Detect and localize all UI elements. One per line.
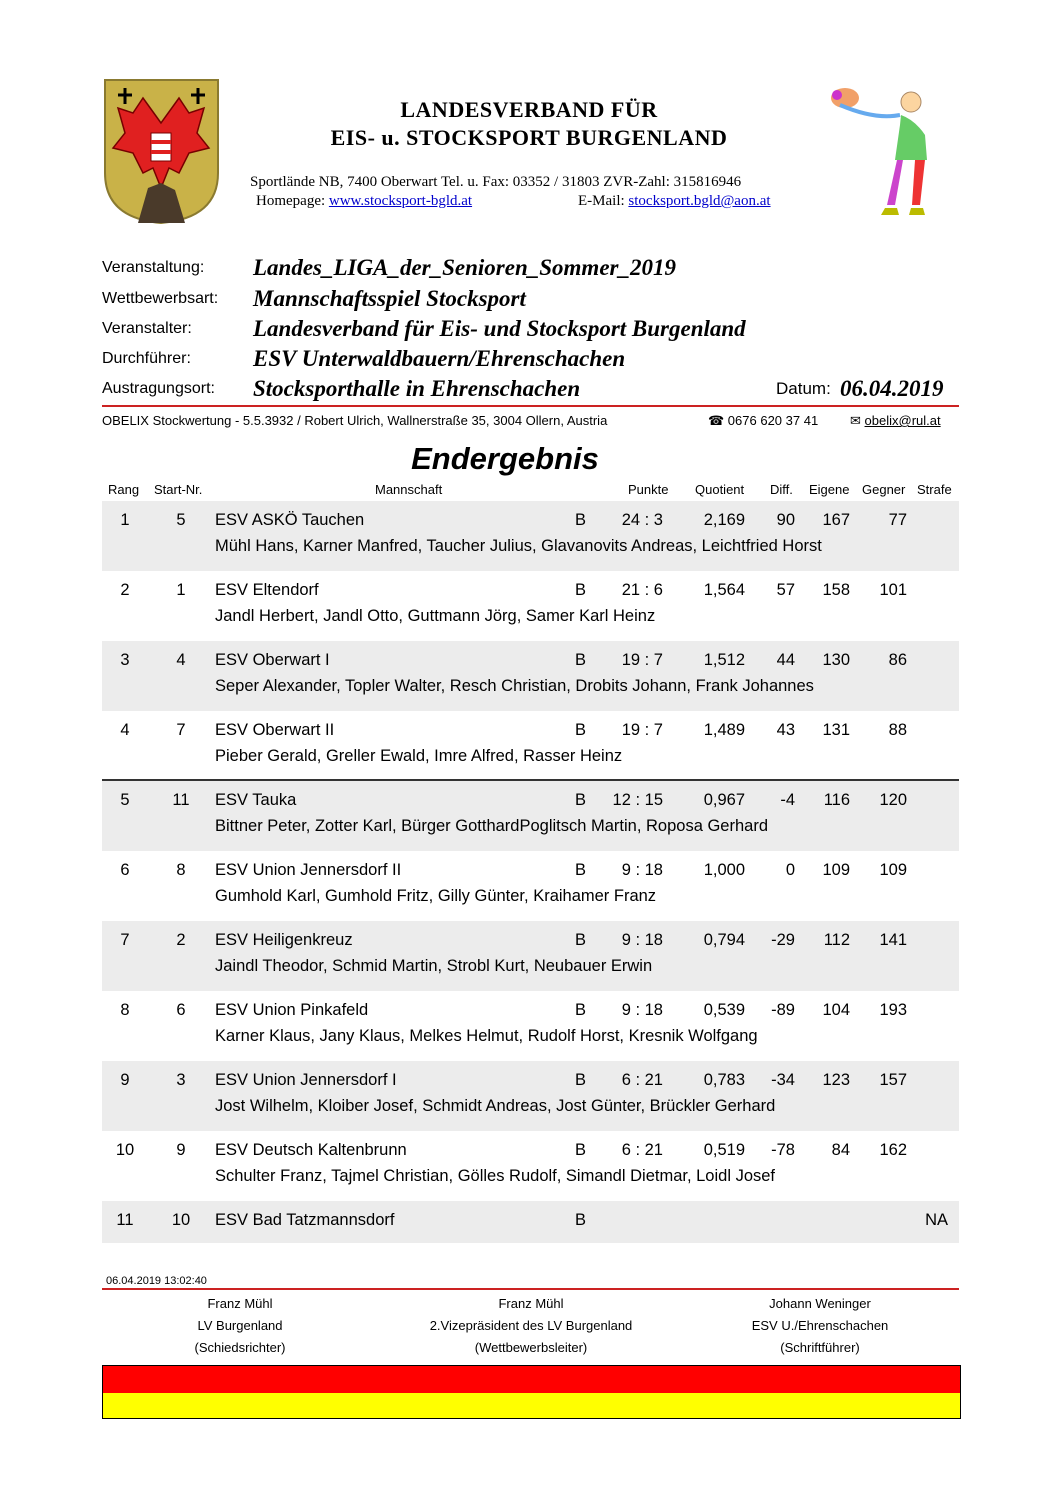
- cell-team-name: ESV Bad Tatzmannsdorf: [215, 1211, 395, 1229]
- cell-eigene: 158: [822, 581, 850, 599]
- cell-start: 4: [176, 651, 186, 669]
- cell-rang: 8: [120, 1001, 130, 1019]
- datum-value: 06.04.2019: [840, 376, 944, 401]
- cell-eigene: 84: [831, 1141, 850, 1159]
- durchfuehrer-value: ESV Unterwaldbauern/Ehrenschachen: [253, 346, 626, 371]
- divider-rule: [102, 405, 959, 407]
- cell-start: 2: [176, 931, 186, 949]
- cell-punkte: 24 : 3: [621, 511, 663, 529]
- flag-yellow-stripe: [102, 1393, 961, 1419]
- table-row: [102, 501, 959, 571]
- cell-gegner: 193: [879, 1001, 907, 1019]
- software-email: [850, 413, 941, 429]
- cell-diff: 44: [776, 651, 795, 669]
- signature-org: 2.Vizepräsident des LV Burgenland: [429, 1318, 633, 1333]
- col-quotient: Quotient: [695, 482, 745, 497]
- cell-players: Seper Alexander, Topler Walter, Resch Christian, Drobits Johann, Frank Johannes: [215, 677, 814, 695]
- wettbewerbsart-value: Mannschaftsspiel Stocksport: [253, 286, 526, 311]
- table-row: [102, 1201, 959, 1243]
- cell-gegner: 88: [888, 721, 907, 739]
- email-link[interactable]: stocksport.bgld@aon.at: [628, 193, 771, 209]
- cell-players: Mühl Hans, Karner Manfred, Taucher Julius, Glavanovits Andreas, Leichtfried Horst: [215, 537, 822, 555]
- cell-team-name: ESV ASKÖ Tauchen: [215, 511, 365, 529]
- col-gegner: Gegner: [862, 482, 906, 497]
- cell-class: B: [575, 931, 587, 949]
- signature-name: Franz Mühl: [207, 1296, 273, 1311]
- col-start: Start-Nr.: [154, 482, 203, 497]
- signature-name: Franz Mühl: [498, 1296, 564, 1311]
- table-row: [102, 571, 959, 641]
- cell-gegner: 77: [888, 511, 907, 529]
- austragungsort-label: Austragungsort:: [102, 380, 215, 397]
- cell-players: Bittner Peter, Zotter Karl, Bürger GotthardPoglitsch Martin, Roposa Gerhard: [215, 817, 768, 835]
- cell-quotient: 0,967: [703, 791, 745, 809]
- cell-gegner: 86: [888, 651, 907, 669]
- cell-rang: 1: [120, 511, 130, 529]
- cell-class: B: [575, 1071, 587, 1089]
- cell-quotient: 0,519: [703, 1141, 745, 1159]
- col-eigene: Eigene: [809, 482, 850, 497]
- table-row: [102, 921, 959, 991]
- cell-rang: 7: [120, 931, 130, 949]
- cell-rang: 2: [120, 581, 130, 599]
- homepage-line: [256, 193, 472, 210]
- print-timestamp: 06.04.2019 13:02:40: [106, 1275, 207, 1287]
- cell-gegner: 141: [879, 931, 907, 949]
- cell-team-name: ESV Union Jennersdorf II: [215, 861, 402, 879]
- austragungsort-value: Stocksporthalle in Ehrenschachen: [253, 376, 581, 401]
- cell-class: B: [575, 511, 587, 529]
- cell-eigene: 123: [822, 1071, 850, 1089]
- col-rang: Rang: [108, 482, 140, 497]
- cell-diff: 0: [785, 861, 795, 879]
- cell-quotient: 2,169: [703, 511, 745, 529]
- cell-punkte: 21 : 6: [621, 581, 663, 599]
- cell-gegner: 101: [879, 581, 907, 599]
- cell-rang: 9: [120, 1071, 130, 1089]
- cell-team-name: ESV Eltendorf: [215, 581, 319, 599]
- cell-start: 3: [176, 1071, 186, 1089]
- cell-start: 1: [176, 581, 186, 599]
- cell-quotient: 0,539: [703, 1001, 745, 1019]
- cell-team-name: ESV Deutsch Kaltenbrunn: [215, 1141, 407, 1159]
- email-line: [578, 193, 771, 210]
- cell-eigene: 167: [822, 511, 850, 529]
- cell-diff: -4: [780, 791, 795, 809]
- veranstaltung-value: Landes_LIGA_der_Senioren_Sommer_2019: [253, 255, 676, 280]
- cell-quotient: 1,512: [703, 651, 745, 669]
- cell-players: Karner Klaus, Jany Klaus, Melkes Helmut, Rudolf Horst, Kresnik Wolfgang: [215, 1027, 758, 1045]
- veranstalter-value: Landesverband für Eis- und Stocksport Burgenland: [253, 316, 746, 341]
- software-phone: ☎ 0676 620 37 41: [708, 413, 819, 428]
- table-row: [102, 711, 959, 781]
- cell-strafe: NA: [925, 1211, 948, 1229]
- wettbewerbsart-label: Wettbewerbsart:: [102, 290, 219, 307]
- table-separator: [102, 779, 959, 781]
- cell-punkte: 6 : 21: [621, 1071, 663, 1089]
- cell-class: B: [575, 1141, 587, 1159]
- cell-class: B: [575, 1211, 587, 1229]
- cell-punkte: 9 : 18: [621, 931, 663, 949]
- col-strafe: Strafe: [917, 482, 952, 497]
- cell-class: B: [575, 721, 587, 739]
- cell-team-name: ESV Tauka: [215, 791, 297, 809]
- col-diff: Diff.: [770, 482, 793, 497]
- cell-punkte: 19 : 7: [621, 651, 663, 669]
- signature-1: [90, 1293, 390, 1359]
- cell-start: 8: [176, 861, 186, 879]
- cell-eigene: 104: [822, 1001, 850, 1019]
- org-title-line2: EIS- u. STOCKSPORT BURGENLAND: [330, 125, 728, 150]
- cell-eigene: 130: [822, 651, 850, 669]
- cell-rang: 5: [120, 791, 130, 809]
- cell-start: 10: [171, 1211, 191, 1229]
- cell-class: B: [575, 791, 587, 809]
- veranstalter-label: Veranstalter:: [102, 320, 192, 337]
- cell-diff: 43: [776, 721, 795, 739]
- cell-rang: 11: [116, 1211, 134, 1229]
- veranstaltung-label: Veranstaltung:: [102, 259, 205, 276]
- table-row: [102, 641, 959, 711]
- cell-gegner: 162: [879, 1141, 907, 1159]
- cell-quotient: 1,000: [703, 861, 745, 879]
- stocksport-player-illustration: [815, 80, 945, 220]
- table-row: [102, 1131, 959, 1201]
- table-row: [102, 991, 959, 1061]
- col-mannschaft: Mannschaft: [375, 482, 443, 497]
- org-title-line1: LANDESVERBAND FÜR: [400, 97, 658, 122]
- table-row: [102, 781, 959, 851]
- software-credit: OBELIX Stockwertung - 5.5.3932 / Robert Ulrich, Wallnerstraße 35, 3004 Ollern, Austria: [102, 413, 608, 428]
- signature-role: (Schriftführer): [780, 1340, 860, 1355]
- cell-class: B: [575, 581, 587, 599]
- cell-players: Schulter Franz, Tajmel Christian, Gölles Rudolf, Simandl Dietmar, Loidl Josef: [215, 1167, 776, 1185]
- datum-label: Datum:: [776, 379, 831, 398]
- results-title: Endergebnis: [411, 441, 599, 476]
- signature-role: (Wettbewerbsleiter): [474, 1340, 588, 1355]
- cell-punkte: 6 : 21: [621, 1141, 663, 1159]
- table-row: [102, 851, 959, 921]
- cell-team-name: ESV Union Pinkafeld: [215, 1001, 369, 1019]
- cell-punkte: 9 : 18: [621, 861, 663, 879]
- mail-icon: ✉: [850, 413, 861, 428]
- cell-team-name: ESV Oberwart II: [215, 721, 335, 739]
- cell-start: 5: [176, 511, 186, 529]
- cell-players: Jandl Herbert, Jandl Otto, Guttmann Jörg, Samer Karl Heinz: [215, 607, 656, 625]
- cell-eigene: 116: [823, 791, 850, 809]
- cell-eigene: 112: [823, 931, 850, 949]
- signature-role: (Schiedsrichter): [194, 1340, 286, 1355]
- cell-diff: 90: [776, 511, 795, 529]
- cell-punkte: 9 : 18: [621, 1001, 663, 1019]
- cell-rang: 10: [115, 1141, 135, 1159]
- cell-class: B: [575, 861, 587, 879]
- signature-2: [381, 1293, 681, 1359]
- cell-gegner: 109: [879, 861, 907, 879]
- cell-quotient: 1,564: [703, 581, 745, 599]
- cell-team-name: ESV Heiligenkreuz: [215, 931, 353, 949]
- cell-eigene: 131: [822, 721, 850, 739]
- cell-start: 7: [176, 721, 186, 739]
- footer-rule: [102, 1288, 959, 1290]
- cell-diff: -29: [771, 931, 795, 949]
- cell-start: 9: [176, 1141, 186, 1159]
- cell-gegner: 157: [879, 1071, 907, 1089]
- signature-org: LV Burgenland: [197, 1318, 283, 1333]
- cell-gegner: 120: [879, 791, 907, 809]
- cell-eigene: 109: [822, 861, 850, 879]
- cell-rang: 4: [120, 721, 130, 739]
- cell-quotient: 0,794: [703, 931, 745, 949]
- durchfuehrer-label: Durchführer:: [102, 350, 191, 367]
- cell-diff: 57: [776, 581, 795, 599]
- signature-3: [670, 1293, 970, 1359]
- cell-diff: -78: [771, 1141, 795, 1159]
- cell-start: 6: [176, 1001, 186, 1019]
- cell-diff: -34: [771, 1071, 795, 1089]
- flag-red-stripe: [102, 1365, 961, 1394]
- software-email-link[interactable]: obelix@rul.at: [864, 413, 941, 428]
- org-address: Sportlände NB, 7400 Oberwart Tel. u. Fax: 03352 / 31803 ZVR-Zahl: 315816946: [250, 174, 742, 190]
- homepage-link[interactable]: www.stocksport-bgld.at: [328, 193, 473, 209]
- cell-class: B: [575, 651, 587, 669]
- cell-players: Gumhold Karl, Gumhold Fritz, Gilly Günter, Kraihamer Franz: [215, 887, 657, 905]
- cell-class: B: [575, 1001, 587, 1019]
- cell-rang: 3: [120, 651, 130, 669]
- table-row: [102, 1061, 959, 1131]
- cell-team-name: ESV Oberwart I: [215, 651, 330, 669]
- col-punkte: Punkte: [628, 482, 669, 497]
- cell-quotient: 1,489: [703, 721, 745, 739]
- cell-diff: -89: [771, 1001, 795, 1019]
- cell-quotient: 0,783: [703, 1071, 745, 1089]
- email-label: E-Mail:: [578, 193, 625, 209]
- signature-name: Johann Weninger: [769, 1296, 871, 1311]
- cell-punkte: 19 : 7: [621, 721, 663, 739]
- homepage-label: Homepage:: [256, 193, 326, 209]
- cell-rang: 6: [120, 861, 130, 879]
- cell-players: Pieber Gerald, Greller Ewald, Imre Alfred, Rasser Heinz: [215, 747, 623, 765]
- cell-players: Jost Wilhelm, Kloiber Josef, Schmidt Andreas, Jost Günter, Brückler Gerhard: [215, 1097, 776, 1115]
- cell-start: 11: [172, 791, 190, 809]
- signature-org: ESV U./Ehrenschachen: [751, 1318, 889, 1333]
- cell-punkte: 12 : 15: [612, 791, 663, 809]
- cell-team-name: ESV Union Jennersdorf I: [215, 1071, 397, 1089]
- cell-players: Jaindl Theodor, Schmid Martin, Strobl Kurt, Neubauer Erwin: [215, 957, 653, 975]
